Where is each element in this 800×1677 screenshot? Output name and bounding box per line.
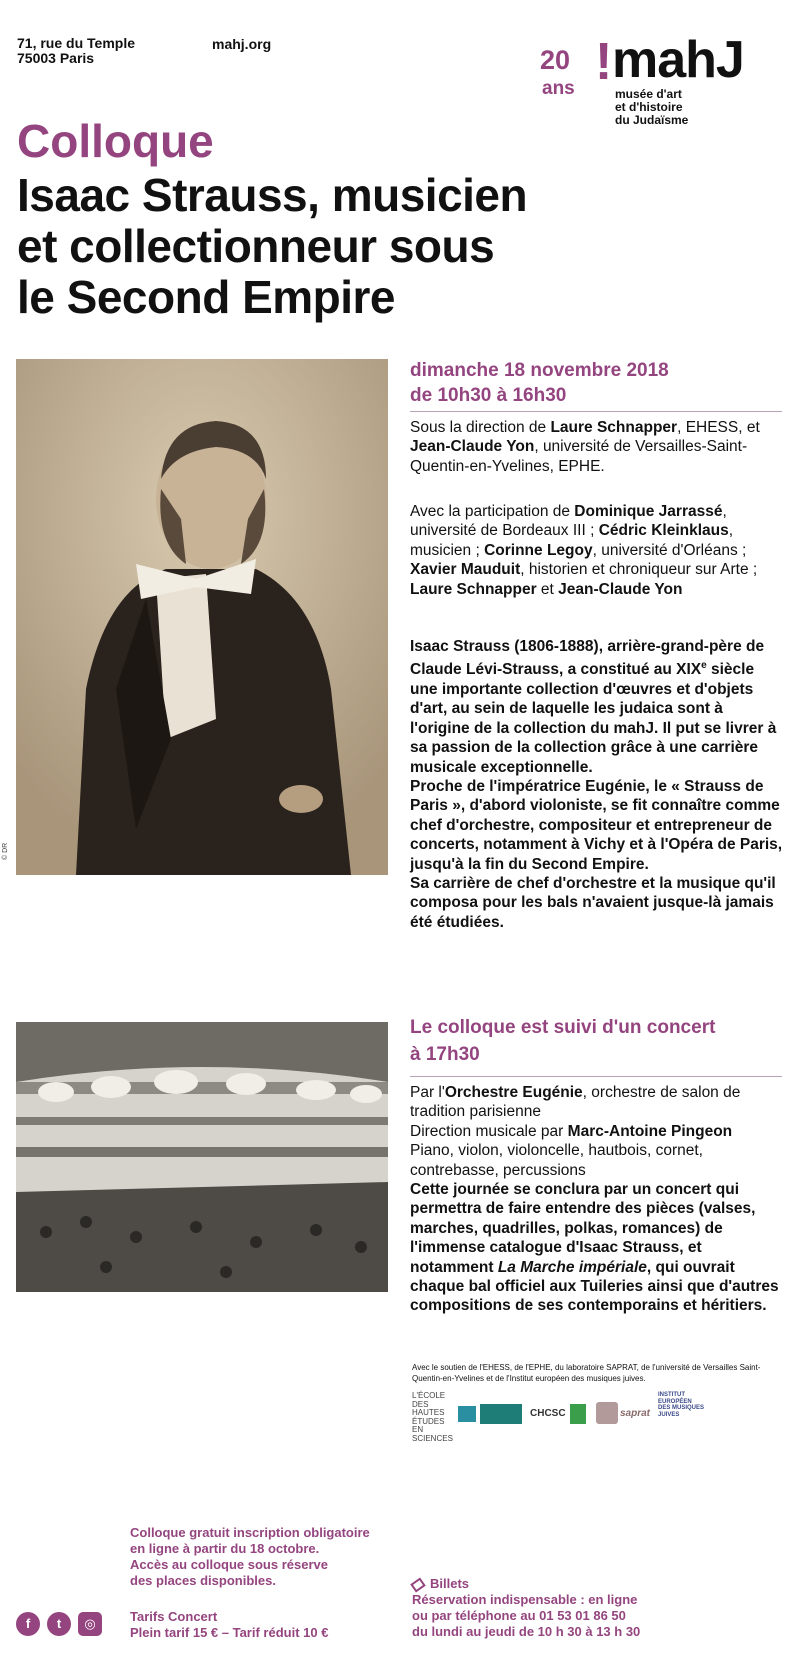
logo-years-number: 20 <box>540 45 571 75</box>
text-run: et <box>536 580 559 598</box>
title-line: et collectionneur sous <box>17 220 495 272</box>
biography-paragraph <box>410 637 785 932</box>
event-date-day: dimanche 18 novembre 2018 <box>410 360 669 381</box>
logo-exclaim: ! <box>595 33 613 91</box>
logo-subtitle-line: du Judaïsme <box>615 113 689 127</box>
biography-intro <box>410 637 785 777</box>
concert-heading <box>410 1014 715 1068</box>
mahj-logo[interactable] <box>540 31 790 130</box>
hall-illustration <box>16 1022 388 1292</box>
text-run: , qui ouvrait chaque bal officiel aux Tuileries ainsi que d'autres compositions de ses contemporains et héritiers. <box>410 1258 779 1315</box>
text-run: , orchestre de salon de tradition parisienne <box>410 1084 741 1121</box>
billets-line[interactable]: ou par téléphone au 01 53 01 86 50 <box>412 1608 626 1623</box>
tarifs-value: Plein tarif 15 € – Tarif réduit 10 € <box>130 1625 329 1640</box>
info-line: Accès au colloque sous réserve <box>130 1557 328 1572</box>
portrait-illustration <box>16 359 388 875</box>
billets-line: du lundi au jeudi de 10 h 30 à 13 h 30 <box>412 1624 641 1639</box>
facebook-icon[interactable]: f <box>16 1612 40 1636</box>
logo-text: DES MUSIQUES <box>658 1405 705 1411</box>
billets-title <box>412 1576 640 1592</box>
text-run: Avec la participation de <box>410 503 575 520</box>
address <box>17 36 135 66</box>
orchestre-line <box>410 1083 785 1122</box>
text-run: , EHESS, et <box>677 419 760 436</box>
orchestra-name: Orchestre Eugénie <box>444 1084 583 1101</box>
saprat-mark <box>596 1402 618 1424</box>
instagram-icon[interactable]: ◎ <box>78 1612 102 1636</box>
page-title <box>17 170 757 323</box>
concert-description <box>410 1180 785 1316</box>
speaker-name: Jean-Claude Yon <box>558 580 683 598</box>
event-kicker: Colloque <box>17 115 214 167</box>
ephe-logo <box>458 1406 476 1422</box>
event-date-time: de 10h30 à 16h30 <box>410 385 567 406</box>
registration-info <box>130 1525 370 1589</box>
text-run: Sous la direction de <box>410 419 551 436</box>
concert-prices <box>130 1609 328 1641</box>
twitter-icon[interactable]: t <box>47 1612 71 1636</box>
logo-subtitle-line: musée d'art <box>615 87 682 101</box>
text-run: Direction musicale par <box>410 1122 568 1140</box>
logo-text: EN SCIENCES <box>412 1425 453 1443</box>
ticket-icon <box>410 1577 426 1592</box>
text-run: siècle une importante collection d'œuvres et d'objets d'art, au sein de laquelle les judaica sont à l'origine de la collection du mahJ. Il put se livrer à sa passion de la collection grâce à une carrière musicale exceptionnelle. <box>410 661 777 776</box>
speaker-name: Laure Schnapper <box>410 580 537 598</box>
divider <box>410 1076 782 1077</box>
logo-text: INSTITUT <box>658 1392 685 1398</box>
logo-text: L'ÉCOLE <box>412 1391 446 1400</box>
logo-subtitle-line: et d'histoire <box>615 100 683 114</box>
photo-credit: © DR <box>2 842 9 860</box>
speaker-name: Jean-Claude Yon <box>410 438 535 456</box>
address-city: 75003 Paris <box>17 50 95 66</box>
text-run: , musicien ; <box>410 522 734 559</box>
info-line: Colloque gratuit inscription obligatoire <box>130 1525 370 1540</box>
iemj-logo <box>658 1392 708 1428</box>
biography-note: Sa carrière de chef d'orchestre et la musique qu'il composa pour les bals n'avaient jusque-là jamais été étudiées. <box>410 875 776 931</box>
event-date <box>410 358 669 408</box>
text-run: , université de Versailles-Saint-Quentin-en-Yvelines, EPHE. <box>410 438 748 475</box>
speaker-name: Laure Schnapper <box>550 419 678 436</box>
logo-text: DES HAUTES <box>412 1399 445 1417</box>
logo-years-label: ans <box>542 78 575 99</box>
conductor-name: Marc-Antoine Pingeon <box>567 1122 733 1140</box>
concert-details <box>410 1083 785 1316</box>
billets-line[interactable]: Réservation indispensable : en ligne <box>412 1592 638 1607</box>
speaker-name: Corinne Legoy <box>484 541 593 559</box>
instruments-line: Piano, violon, violoncelle, hautbois, cornet, contrebasse, percussions <box>410 1142 703 1179</box>
green-logo <box>570 1404 586 1424</box>
direction-paragraph <box>410 418 785 476</box>
speaker-name: Dominique Jarrassé <box>574 503 723 520</box>
text-run: Cette journée se conclura par un concert qui permettra de faire entendre des pièces (valses, marches, quadrilles, polkas, romances) de l'immense catalogue d'Isaac Strauss, et notamment <box>410 1181 756 1276</box>
tarifs-label: Tarifs Concert <box>130 1609 218 1624</box>
biography-career: Proche de l'impératrice Eugénie, le « Strauss de Paris », d'abord violoniste, se fit connaître comme chef d'orchestre, compositeur et entrepreneur de concerts, notamment à Vichy et à l'Opéra de Paris, jusqu'à la fin du Second Empire. <box>410 778 783 873</box>
text-run: , université de Bordeaux III ; <box>410 503 727 540</box>
info-line: en ligne à partir du 18 octobre. <box>130 1541 320 1556</box>
chcsc-logo: CHCSC <box>530 1408 566 1419</box>
participation-paragraph <box>410 502 785 599</box>
text-run: , historien et chroniqueur sur Arte ; <box>520 561 758 579</box>
website-link[interactable]: mahj.org <box>212 36 272 52</box>
speaker-name: Xavier Mauduit <box>410 561 521 579</box>
ehess-logo <box>412 1391 453 1443</box>
title-line: Isaac Strauss, musicien <box>17 169 528 221</box>
concert-heading-line: à 17h30 <box>410 1044 480 1065</box>
text-run: Isaac Strauss (1806-1888), arrière-grand-père de Claude Lévi-Strauss, a constitué au XIX <box>410 638 765 679</box>
billets-label: Billets <box>430 1576 470 1591</box>
saprat-logo: saprat <box>620 1408 651 1419</box>
ticket-info <box>412 1576 640 1640</box>
address-street: 71, rue du Temple <box>17 35 135 51</box>
direction-musicale-line <box>410 1122 785 1141</box>
uvsq-logo <box>480 1404 522 1424</box>
logo-text: JUIVES <box>658 1411 680 1418</box>
info-line: des places disponibles. <box>130 1573 276 1588</box>
title-line: le Second Empire <box>17 271 396 323</box>
superscript: e <box>701 660 707 672</box>
text-run: Par l' <box>410 1084 445 1101</box>
concert-hall-engraving <box>16 1022 388 1292</box>
concert-heading-line: Le colloque est suivi d'un concert <box>410 1017 716 1038</box>
logo-text: EUROPÉEN <box>658 1398 692 1405</box>
isaac-strauss-portrait <box>16 359 388 875</box>
logo-text: ÉTUDES <box>412 1416 445 1426</box>
speaker-name: Cédric Kleinklaus <box>598 522 729 540</box>
logo-brand: mahJ <box>612 31 744 89</box>
work-title: La Marche impériale <box>497 1258 647 1276</box>
support-credits: Avec le soutien de l'EHESS, de l'EPHE, du laboratoire SAPRAT, de l'université de Versailles Saint-Quentin-en-Yvelines et de l'Institut européen des musiques juives. <box>412 1363 761 1383</box>
logo-subtitle <box>615 88 688 127</box>
divider <box>410 411 782 412</box>
text-run: , université d'Orléans ; <box>592 541 747 559</box>
